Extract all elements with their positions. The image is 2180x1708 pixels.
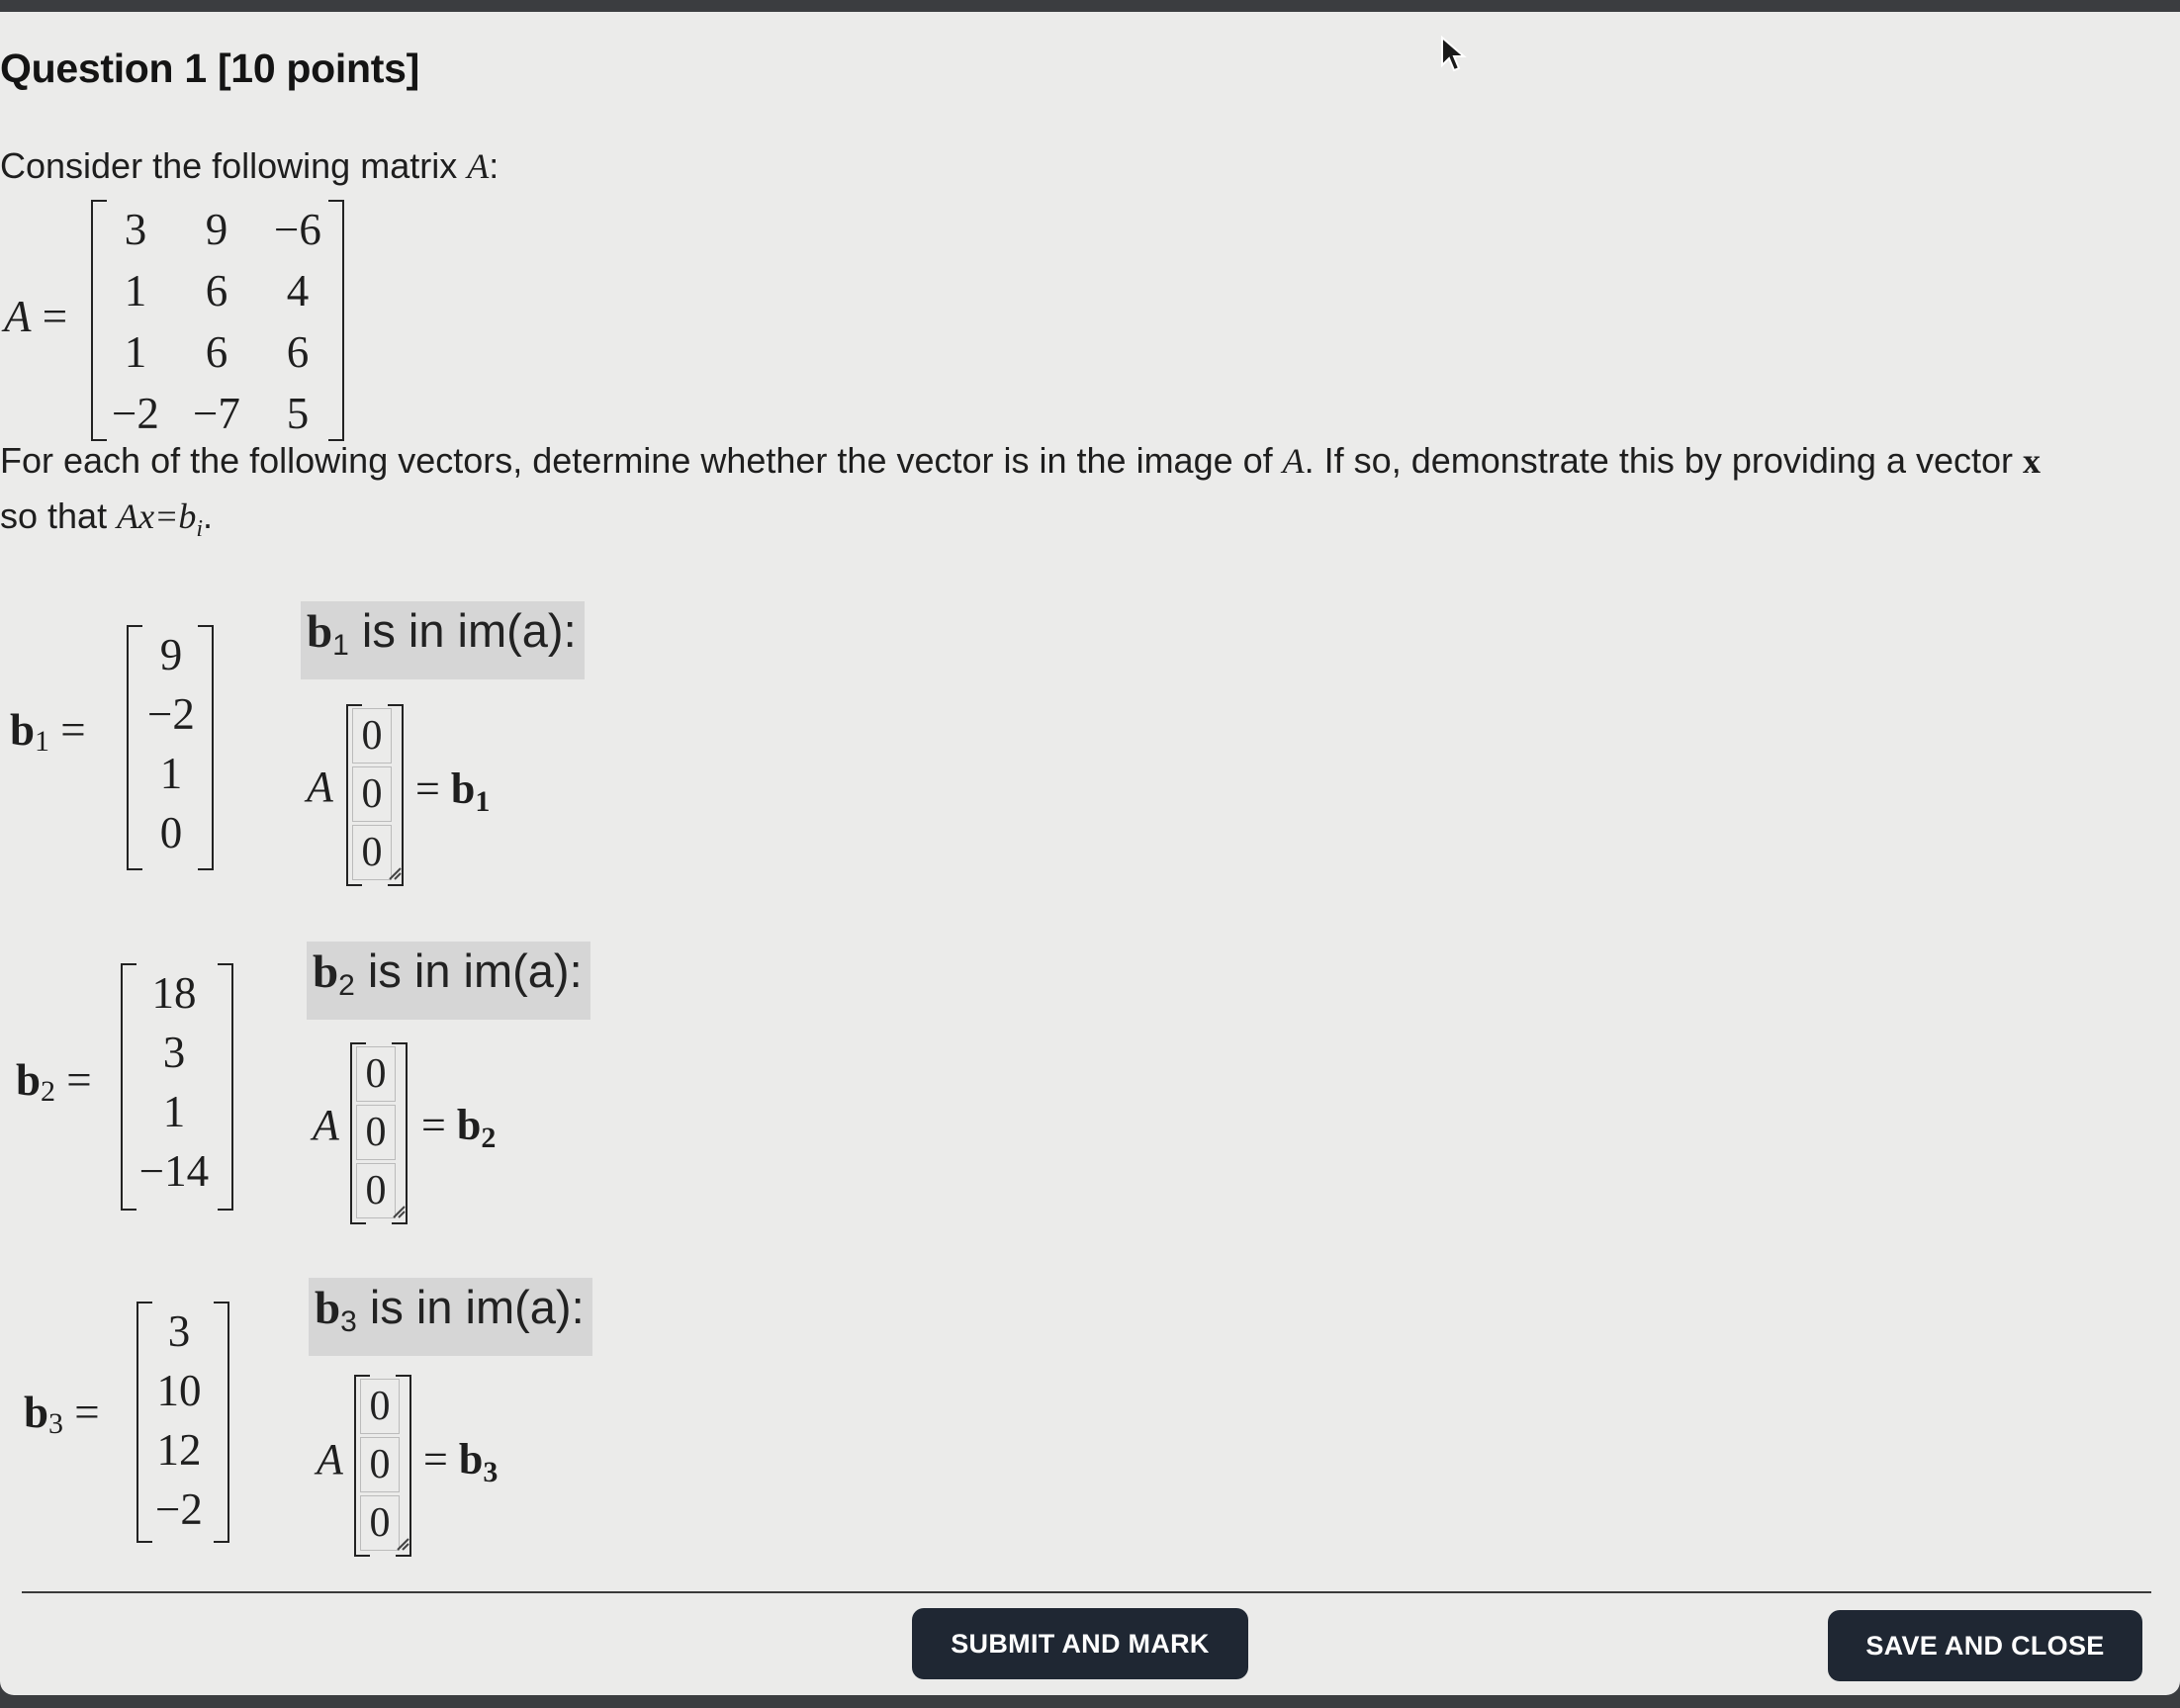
mouse-cursor-icon xyxy=(1440,36,1474,75)
vector-b1-values: 9 −2 1 0 xyxy=(147,630,195,857)
b2-in-image-label: $b_2$ is in im(a): xyxy=(307,942,590,1020)
answer-b2-x1[interactable] xyxy=(356,1046,396,1102)
vector-b2-label: $b_2$ = xyxy=(16,1055,92,1108)
save-and-close-button[interactable]: SAVE AND CLOSE xyxy=(1828,1610,2142,1681)
intro-text: Consider the following matrix A: xyxy=(0,145,500,186)
answer-b2-inputs[interactable] xyxy=(356,1046,396,1218)
matrix-a-label: A = xyxy=(4,292,68,341)
footer-divider xyxy=(22,1591,2151,1593)
b3-in-image-label: $b_3$ is in im(a): xyxy=(309,1278,592,1356)
matrix-cell: 6 xyxy=(205,327,228,377)
question-screen xyxy=(0,12,2180,1695)
matrix-cell: 9 xyxy=(205,205,228,254)
answer-b1-x1[interactable] xyxy=(352,708,392,764)
instruction-text-line2: so that $Ax=b_i$. xyxy=(0,495,214,543)
instruction-text: For each of the following vectors, determine whether the vector is in the image of A. If so, demonstrate this by providing a vector x xyxy=(0,440,2042,481)
answer-b2-x3[interactable] xyxy=(356,1163,396,1218)
answer-b3-inputs[interactable] xyxy=(360,1379,400,1551)
matrix-cell: 3 xyxy=(124,205,147,254)
a-symbol: A xyxy=(317,1435,343,1483)
matrix-cell: 6 xyxy=(286,327,310,377)
answer-b2-x2[interactable] xyxy=(356,1105,396,1160)
resize-grip-icon[interactable] xyxy=(392,1205,406,1218)
matrix-cell: 6 xyxy=(205,266,228,315)
matrix-cell: 4 xyxy=(286,266,310,315)
vector-b3-values: 3 10 12 −2 xyxy=(155,1306,203,1534)
resize-grip-icon[interactable] xyxy=(388,866,402,880)
matrix-cell: 5 xyxy=(286,389,310,438)
vector-b1-label: $b_1$ = xyxy=(10,705,86,758)
question-title: Question 1 [10 points] xyxy=(0,45,419,91)
b1-in-image-label: $b_1$ is in im(a): xyxy=(301,601,585,679)
equals-b2: = $b_2$ xyxy=(421,1101,497,1154)
answer-b3-x1[interactable] xyxy=(360,1379,400,1434)
answer-b3-x2[interactable] xyxy=(360,1437,400,1492)
equals-b3: = $b_3$ xyxy=(423,1435,499,1488)
resize-grip-icon[interactable] xyxy=(396,1537,409,1551)
matrix-a xyxy=(95,206,338,437)
matrix-cell: 1 xyxy=(124,327,147,377)
answer-b1-inputs[interactable] xyxy=(352,708,392,880)
submit-and-mark-button[interactable]: SUBMIT AND MARK xyxy=(912,1608,1248,1679)
answer-b1-x2[interactable] xyxy=(352,766,392,822)
vector-b3-label: $b_3$ = xyxy=(24,1388,100,1440)
matrix-cell: −2 xyxy=(112,389,159,438)
a-symbol: A xyxy=(313,1101,339,1149)
matrix-cell: −7 xyxy=(193,389,240,438)
answer-b3-x3[interactable] xyxy=(360,1495,400,1551)
a-symbol: A xyxy=(307,763,333,811)
matrix-cell: 1 xyxy=(124,266,147,315)
equals-b1: = $b_1$ xyxy=(415,764,491,818)
matrix-cell: −6 xyxy=(274,205,321,254)
answer-b1-x3[interactable] xyxy=(352,825,392,880)
vector-b2-values: 18 3 1 −14 xyxy=(138,968,210,1196)
